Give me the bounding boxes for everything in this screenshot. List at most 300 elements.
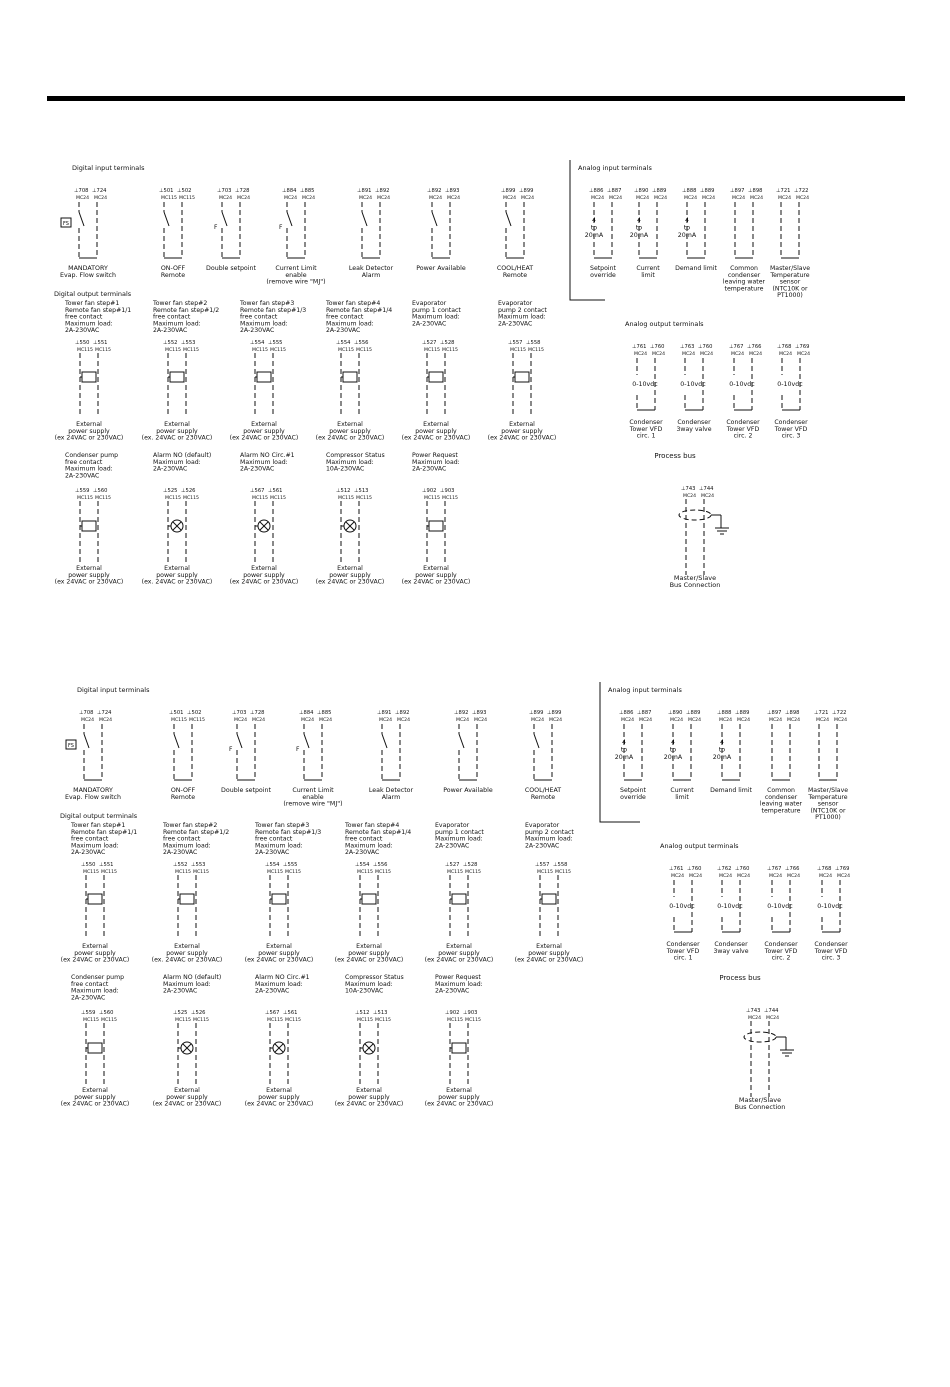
digital-input-label: Power Available xyxy=(416,265,466,272)
digital-output-label: External xyxy=(82,1087,108,1094)
analog-output-range: 0-10vdc xyxy=(632,381,658,388)
terminal-mc-label: MC24 xyxy=(787,718,801,723)
terminal-mc-label: MC24 xyxy=(636,196,650,201)
terminal-label: ⊥555 xyxy=(283,862,298,868)
analog-input-label: Current xyxy=(636,265,660,272)
terminal-mc-label: MC115 xyxy=(175,1018,191,1023)
terminal-mc-label: MC115 xyxy=(447,1018,463,1023)
wire xyxy=(222,212,227,226)
digital-input-title: Digital input terminals xyxy=(77,686,150,694)
digital-output-label: External xyxy=(174,1087,200,1094)
terminal-label: ⊥724 xyxy=(97,710,112,716)
digital-output-desc: Maximum load: xyxy=(71,987,119,995)
analog-input-label: Common xyxy=(767,787,795,794)
terminal-mc-label: MC24 xyxy=(670,718,684,723)
digital-output-desc: Alarm NO Circ.#1 xyxy=(240,452,295,459)
analog-output-title: Analog output terminals xyxy=(625,320,704,328)
analog-input-range: 4 xyxy=(684,217,690,224)
digital-output-desc: Remote fan step#1/4 xyxy=(345,828,412,836)
analog-input-label: temperature xyxy=(761,807,801,815)
analog-input-range: 20mA xyxy=(663,754,683,761)
terminal-label: ⊥525 xyxy=(173,1010,188,1016)
digital-output-label: power supply xyxy=(348,949,390,957)
terminal-label: ⊥902 xyxy=(422,488,437,494)
analog-input-label: Temperature xyxy=(808,793,848,801)
terminal-label: ⊥551 xyxy=(99,862,114,868)
terminal-label: ⊥892 xyxy=(375,188,390,194)
digital-input-label: enable xyxy=(302,793,324,801)
terminal-mc-label: MC24 xyxy=(549,718,563,723)
terminal-mc-label: MC24 xyxy=(252,718,266,723)
process-bus-title: Process bus xyxy=(719,974,761,982)
terminal-mc-label: MC24 xyxy=(797,352,811,357)
analog-input-label: (NTC10K or xyxy=(772,285,808,293)
digital-output-desc: 2A-230VAC xyxy=(153,465,188,473)
terminal-label: ⊥762 xyxy=(717,866,732,872)
analog-input-range: 20mA xyxy=(677,232,697,239)
digital-input-label: (remove wire "MJ") xyxy=(266,278,326,286)
wire xyxy=(84,734,89,748)
terminal-mc-label: MC115 xyxy=(83,1018,99,1023)
wiring-diagram-2 xyxy=(0,672,950,1152)
terminal-label: ⊥703 xyxy=(217,188,232,194)
terminal-mc-label: MC24 xyxy=(81,718,95,723)
terminal-label: ⊥766 xyxy=(785,866,800,872)
digital-output-desc: Remote fan step#1/1 xyxy=(71,828,138,836)
terminal-mc-label: MC24 xyxy=(682,352,696,357)
relay-coil-icon xyxy=(429,372,443,382)
analog-input-label: PT1000) xyxy=(777,292,803,300)
digital-output-desc: Evaporator xyxy=(498,300,533,307)
terminal-mc-label: MC24 xyxy=(521,196,535,201)
analog-input-label: leaving water xyxy=(722,278,766,286)
analog-output-range: 0-10vdc xyxy=(729,381,755,388)
terminal-mc-label: MC115 xyxy=(510,348,526,353)
digital-output-desc: free contact xyxy=(71,980,109,988)
terminal-label: ⊥512 xyxy=(336,488,351,494)
digital-output-desc: Power Request xyxy=(412,452,458,459)
relay-coil-icon xyxy=(180,894,194,904)
terminal-label: ⊥889 xyxy=(652,188,667,194)
digital-output-title: Digital output terminals xyxy=(60,812,138,820)
terminal-label: ⊥899 xyxy=(529,710,544,716)
digital-output-label: External xyxy=(76,565,102,572)
digital-output-label: (ex. 24VAC or 230VAC) xyxy=(141,434,213,442)
digital-output-label: External xyxy=(82,943,108,950)
process-bus-label: Bus Connection xyxy=(669,581,721,589)
terminal-mc-label: MC24 xyxy=(731,352,745,357)
analog-input-label: Current xyxy=(670,787,694,794)
digital-output-desc: pump 1 contact xyxy=(412,306,461,314)
terminal-label: ⊥889 xyxy=(686,710,701,716)
digital-output-desc: pump 2 contact xyxy=(525,828,574,836)
digital-output-desc: Tower fan step#3 xyxy=(240,300,295,307)
digital-output-desc: Tower fan step#4 xyxy=(345,822,400,829)
terminal-mc-label: MC115 xyxy=(165,496,181,501)
terminal-mc-label: MC115 xyxy=(183,496,199,501)
terminal-mc-label: MC24 xyxy=(621,718,635,723)
terminal-label: ⊥722 xyxy=(832,710,847,716)
digital-output-label: External xyxy=(164,421,190,428)
terminal-mc-label: MC115 xyxy=(357,1018,373,1023)
terminal-mc-label: MC115 xyxy=(465,870,481,875)
digital-output-label: power supply xyxy=(438,949,480,957)
digital-input-label: Alarm xyxy=(361,271,381,279)
terminal-mc-label: MC24 xyxy=(237,196,251,201)
terminal-label: ⊥891 xyxy=(377,710,392,716)
terminal-mc-label: MC24 xyxy=(379,718,393,723)
terminal-mc-label: MC24 xyxy=(99,718,113,723)
relay-coil-icon xyxy=(362,894,376,904)
terminal-label: ⊥728 xyxy=(235,188,250,194)
terminal-mc-label: MC115 xyxy=(252,496,268,501)
digital-output-label: External xyxy=(174,943,200,950)
terminal-mc-label: MC115 xyxy=(183,348,199,353)
digital-output-label: power supply xyxy=(329,427,371,435)
digital-output-label: power supply xyxy=(415,427,457,435)
digital-output-label: (ex 24VAC or 230VAC) xyxy=(60,956,130,964)
terminal-label: ⊥703 xyxy=(232,710,247,716)
analog-output-label: 3way valve xyxy=(713,947,749,955)
terminal-label: ⊥886 xyxy=(589,188,604,194)
analog-output-label: circ. 2 xyxy=(733,432,753,440)
terminal-mc-label: MC24 xyxy=(284,196,298,201)
terminal-label: ⊥559 xyxy=(75,488,90,494)
analog-output-label: Tower VFD xyxy=(764,947,798,955)
analog-section-border xyxy=(570,160,605,300)
digital-output-label: (ex 24VAC or 230VAC) xyxy=(229,578,299,586)
digital-output-desc: 2A-230VAC xyxy=(435,987,470,995)
terminal-label: ⊥557 xyxy=(508,340,523,346)
switch-marker: F xyxy=(229,746,233,753)
digital-output-desc: 2A-230VAC xyxy=(412,320,447,328)
relay-coil-icon xyxy=(170,372,184,382)
digital-output-desc: free contact xyxy=(153,313,191,321)
terminal-mc-label: MC24 xyxy=(234,718,248,723)
terminal-label: ⊥890 xyxy=(668,710,683,716)
digital-output-label: (ex 24VAC or 230VAC) xyxy=(54,434,124,442)
digital-output-label: power supply xyxy=(243,427,285,435)
digital-output-desc: Condenser pump xyxy=(71,974,125,981)
terminal-label: ⊥550 xyxy=(75,340,90,346)
terminal-mc-label: MC24 xyxy=(737,718,751,723)
digital-output-desc: 2A-230VAC xyxy=(71,994,106,1002)
terminal-label: ⊥898 xyxy=(785,710,800,716)
digital-output-label: (ex 24VAC or 230VAC) xyxy=(514,956,584,964)
terminal-mc-label: MC115 xyxy=(555,870,571,875)
digital-output-desc: Maximum load: xyxy=(65,465,113,473)
digital-input-label: Double setpoint xyxy=(206,265,256,272)
digital-output-label: (ex 24VAC or 230VAC) xyxy=(60,1100,130,1108)
terminal-label: ⊥528 xyxy=(440,340,455,346)
analog-input-label: PT1000) xyxy=(815,814,841,822)
flow-switch-icon: FS xyxy=(63,221,69,227)
terminal-label: ⊥721 xyxy=(776,188,791,194)
terminal-mc-label: MC115 xyxy=(442,496,458,501)
terminal-mc-label: MC115 xyxy=(101,1018,117,1023)
digital-input-label: Leak Detector xyxy=(348,265,394,272)
terminal-label: ⊥884 xyxy=(282,188,297,194)
terminal-label: ⊥567 xyxy=(265,1010,280,1016)
bus-shield-icon xyxy=(679,510,711,520)
digital-output-label: (ex 24VAC or 230VAC) xyxy=(315,434,385,442)
terminal-mc-label: MC115 xyxy=(165,348,181,353)
terminal-mc-label: MC115 xyxy=(77,496,93,501)
terminal-label: ⊥560 xyxy=(99,1010,114,1016)
digital-output-label: power supply xyxy=(438,1093,480,1101)
digital-output-label: External xyxy=(446,1087,472,1094)
terminal-label: ⊥888 xyxy=(717,710,732,716)
terminal-label: ⊥555 xyxy=(268,340,283,346)
digital-output-label: power supply xyxy=(501,427,543,435)
terminal-mc-label: MC115 xyxy=(270,348,286,353)
relay-coil-icon xyxy=(429,521,443,531)
analog-input-label: leaving water xyxy=(759,800,803,808)
terminal-label: ⊥885 xyxy=(317,710,332,716)
digital-input-label: ON-OFF xyxy=(160,265,186,272)
digital-output-desc: free contact xyxy=(65,458,103,466)
digital-output-desc: 2A-230VAC xyxy=(498,320,533,328)
terminal-label: ⊥728 xyxy=(250,710,265,716)
terminal-label: ⊥769 xyxy=(835,866,850,872)
wiring-panel-2 xyxy=(0,672,950,1152)
terminal-label: ⊥903 xyxy=(440,488,455,494)
terminal-mc-label: MC24 xyxy=(732,196,746,201)
terminal-mc-label: MC24 xyxy=(359,196,373,201)
analog-input-label: Master/Slave xyxy=(769,265,811,272)
terminal-mc-label: MC115 xyxy=(193,870,209,875)
digital-output-desc: 10A-230VAC xyxy=(345,987,384,995)
terminal-mc-label: MC24 xyxy=(719,718,733,723)
digital-output-desc: Tower fan step#4 xyxy=(326,300,381,307)
terminal-label: ⊥898 xyxy=(748,188,763,194)
digital-output-desc: 2A-230VAC xyxy=(240,327,275,335)
relay-coil-icon xyxy=(82,372,96,382)
terminal-label: ⊥763 xyxy=(680,344,695,350)
terminal-mc-label: MC24 xyxy=(778,196,792,201)
analog-input-range: to xyxy=(669,746,677,754)
terminal-mc-label: MC24 xyxy=(94,196,108,201)
analog-output-label: circ. 1 xyxy=(673,954,693,962)
digital-output-desc: Maximum load: xyxy=(498,313,546,321)
terminal-mc-label: MC115 xyxy=(161,196,177,201)
terminal-label: ⊥743 xyxy=(681,486,696,492)
digital-output-desc: 2A-230VAC xyxy=(255,849,290,857)
terminal-mc-label: MC24 xyxy=(748,1016,762,1021)
analog-output-range: 0-10vdc xyxy=(669,903,695,910)
digital-output-desc: Maximum load: xyxy=(326,458,374,466)
digital-output-label: (ex 24VAC or 230VAC) xyxy=(315,578,385,586)
terminal-label: ⊥526 xyxy=(191,1010,206,1016)
digital-output-desc: 2A-230VAC xyxy=(412,465,447,473)
analog-input-range: 4 xyxy=(670,739,676,746)
terminal-mc-label: MC24 xyxy=(219,196,233,201)
wire xyxy=(459,734,464,748)
terminal-mc-label: MC115 xyxy=(285,1018,301,1023)
digital-output-label: External xyxy=(337,565,363,572)
digital-output-desc: free contact xyxy=(163,835,201,843)
process-bus-title: Process bus xyxy=(654,452,696,460)
digital-output-desc: 2A-230VAC xyxy=(163,987,198,995)
digital-output-desc: Maximum load: xyxy=(71,842,119,850)
terminal-mc-label: MC24 xyxy=(377,196,391,201)
wiring-panel-1 xyxy=(0,150,950,630)
digital-output-desc: Tower fan step#1 xyxy=(65,300,120,307)
terminal-mc-label: MC24 xyxy=(837,874,851,879)
analog-output-range: 0-10vdc xyxy=(717,903,743,910)
terminal-label: ⊥889 xyxy=(735,710,750,716)
terminal-label: ⊥526 xyxy=(181,488,196,494)
terminal-mc-label: MC24 xyxy=(701,494,715,499)
terminal-mc-label: MC24 xyxy=(769,874,783,879)
digital-output-desc: 2A-230VAC xyxy=(71,849,106,857)
analog-input-label: (NTC10K or xyxy=(810,807,846,815)
digital-output-desc: 10A-230VAC xyxy=(326,465,365,473)
digital-output-desc: Maximum load: xyxy=(412,458,460,466)
terminal-mc-label: MC24 xyxy=(429,196,443,201)
terminal-label: ⊥890 xyxy=(634,188,649,194)
digital-output-desc: free contact xyxy=(345,835,383,843)
digital-input-label: Evap. Flow switch xyxy=(59,271,117,279)
terminal-label: ⊥527 xyxy=(422,340,437,346)
terminal-label: ⊥767 xyxy=(729,344,744,350)
digital-input-label: COOL/HEAT xyxy=(496,265,534,272)
digital-output-label: (ex 24VAC or 230VAC) xyxy=(54,578,124,586)
terminal-mc-label: MC24 xyxy=(769,718,783,723)
digital-input-label: MANDATORY xyxy=(68,265,108,272)
analog-input-range: 4 xyxy=(591,217,597,224)
terminal-mc-label: MC24 xyxy=(816,718,830,723)
terminal-label: ⊥893 xyxy=(445,188,460,194)
terminal-label: ⊥557 xyxy=(535,862,550,868)
digital-output-desc: Remote fan step#1/3 xyxy=(255,828,322,836)
terminal-mc-label: MC24 xyxy=(819,874,833,879)
terminal-label: ⊥899 xyxy=(547,710,562,716)
digital-input-label: Remote xyxy=(170,793,196,801)
digital-output-label: power supply xyxy=(74,949,116,957)
digital-output-desc: free contact xyxy=(71,835,109,843)
digital-output-desc: Power Request xyxy=(435,974,481,981)
digital-output-label: (ex 24VAC or 230VAC) xyxy=(334,1100,404,1108)
terminal-mc-label: MC115 xyxy=(537,870,553,875)
digital-input-label: ON-OFF xyxy=(170,787,196,794)
terminal-label: ⊥561 xyxy=(268,488,283,494)
analog-input-range: to xyxy=(635,224,643,232)
digital-output-desc: Tower fan step#2 xyxy=(153,300,208,307)
digital-output-desc: Compressor Status xyxy=(326,452,385,459)
digital-output-label: power supply xyxy=(243,571,285,579)
terminal-label: ⊥897 xyxy=(767,710,782,716)
digital-output-label: External xyxy=(509,421,535,428)
analog-input-label: Temperature xyxy=(770,271,810,279)
digital-output-label: (ex 24VAC or 230VAC) xyxy=(401,434,471,442)
digital-output-desc: Maximum load: xyxy=(163,980,211,988)
analog-output-label: circ. 3 xyxy=(821,954,841,962)
analog-input-label: Demand limit xyxy=(675,265,717,272)
terminal-label: ⊥708 xyxy=(74,188,89,194)
digital-output-desc: Maximum load: xyxy=(435,835,483,843)
terminal-mc-label: MC115 xyxy=(465,1018,481,1023)
digital-output-desc: Evaporator xyxy=(435,822,470,829)
terminal-mc-label: MC115 xyxy=(447,870,463,875)
terminal-mc-label: MC115 xyxy=(270,496,286,501)
terminal-mc-label: MC24 xyxy=(750,196,764,201)
analog-input-label: override xyxy=(620,793,646,801)
digital-output-label: (ex. 24VAC or 230VAC) xyxy=(141,578,213,586)
terminal-mc-label: MC115 xyxy=(442,348,458,353)
digital-output-label: (ex 24VAC or 230VAC) xyxy=(244,956,314,964)
digital-output-desc: free contact xyxy=(65,313,103,321)
digital-output-label: (ex 24VAC or 230VAC) xyxy=(152,1100,222,1108)
analog-output-label: Tower VFD xyxy=(629,425,663,433)
terminal-label: ⊥760 xyxy=(687,866,702,872)
terminal-mc-label: MC115 xyxy=(528,348,544,353)
terminal-label: ⊥889 xyxy=(700,188,715,194)
digital-output-desc: Remote fan step#1/3 xyxy=(240,306,307,314)
analog-output-label: circ. 1 xyxy=(636,432,656,440)
digital-output-label: External xyxy=(266,1087,292,1094)
terminal-mc-label: MC115 xyxy=(424,496,440,501)
wire xyxy=(304,734,309,748)
terminal-mc-label: MC24 xyxy=(702,196,716,201)
terminal-mc-label: MC24 xyxy=(689,874,703,879)
terminal-label: ⊥892 xyxy=(395,710,410,716)
analog-input-label: condenser xyxy=(764,793,798,801)
digital-output-label: External xyxy=(251,421,277,428)
terminal-mc-label: MC24 xyxy=(591,196,605,201)
digital-output-label: External xyxy=(337,421,363,428)
wire xyxy=(362,212,367,226)
terminal-mc-label: MC24 xyxy=(634,352,648,357)
analog-output-title: Analog output terminals xyxy=(660,842,739,850)
digital-input-title: Digital input terminals xyxy=(72,164,145,172)
terminal-label: ⊥558 xyxy=(553,862,568,868)
terminal-label: ⊥887 xyxy=(637,710,652,716)
top-rule xyxy=(47,96,905,101)
digital-output-label: (ex 24VAC or 230VAC) xyxy=(244,1100,314,1108)
terminal-mc-label: MC24 xyxy=(447,196,461,201)
terminal-mc-label: MC24 xyxy=(474,718,488,723)
digital-output-desc: 2A-230VAC xyxy=(525,842,560,850)
digital-output-label: power supply xyxy=(258,949,300,957)
terminal-label: ⊥760 xyxy=(698,344,713,350)
analog-output-label: circ. 2 xyxy=(771,954,791,962)
terminal-mc-label: MC24 xyxy=(719,874,733,879)
analog-input-label: Master/Slave xyxy=(807,787,849,794)
digital-output-label: External xyxy=(76,421,102,428)
wire xyxy=(432,212,437,226)
process-bus-label: Master/Slave xyxy=(738,1096,782,1104)
digital-output-desc: 2A-230VAC xyxy=(163,849,198,857)
analog-output-label: Condenser xyxy=(774,419,808,426)
digital-output-label: (ex 24VAC or 230VAC) xyxy=(334,956,404,964)
terminal-mc-label: MC115 xyxy=(101,870,117,875)
relay-coil-icon xyxy=(88,894,102,904)
terminal-mc-label: MC24 xyxy=(834,718,848,723)
analog-input-label: Setpoint xyxy=(590,265,616,272)
terminal-mc-label: MC24 xyxy=(609,196,623,201)
analog-output-label: Condenser xyxy=(714,941,748,948)
terminal-mc-label: MC24 xyxy=(683,494,697,499)
digital-output-label: power supply xyxy=(329,571,371,579)
terminal-mc-label: MC24 xyxy=(319,718,333,723)
digital-output-label: External xyxy=(164,565,190,572)
digital-output-desc: Maximum load: xyxy=(255,842,303,850)
terminal-mc-label: MC24 xyxy=(302,196,316,201)
digital-output-desc: Compressor Status xyxy=(345,974,404,981)
analog-output-label: Tower VFD xyxy=(774,425,808,433)
analog-input-label: temperature xyxy=(724,285,764,293)
